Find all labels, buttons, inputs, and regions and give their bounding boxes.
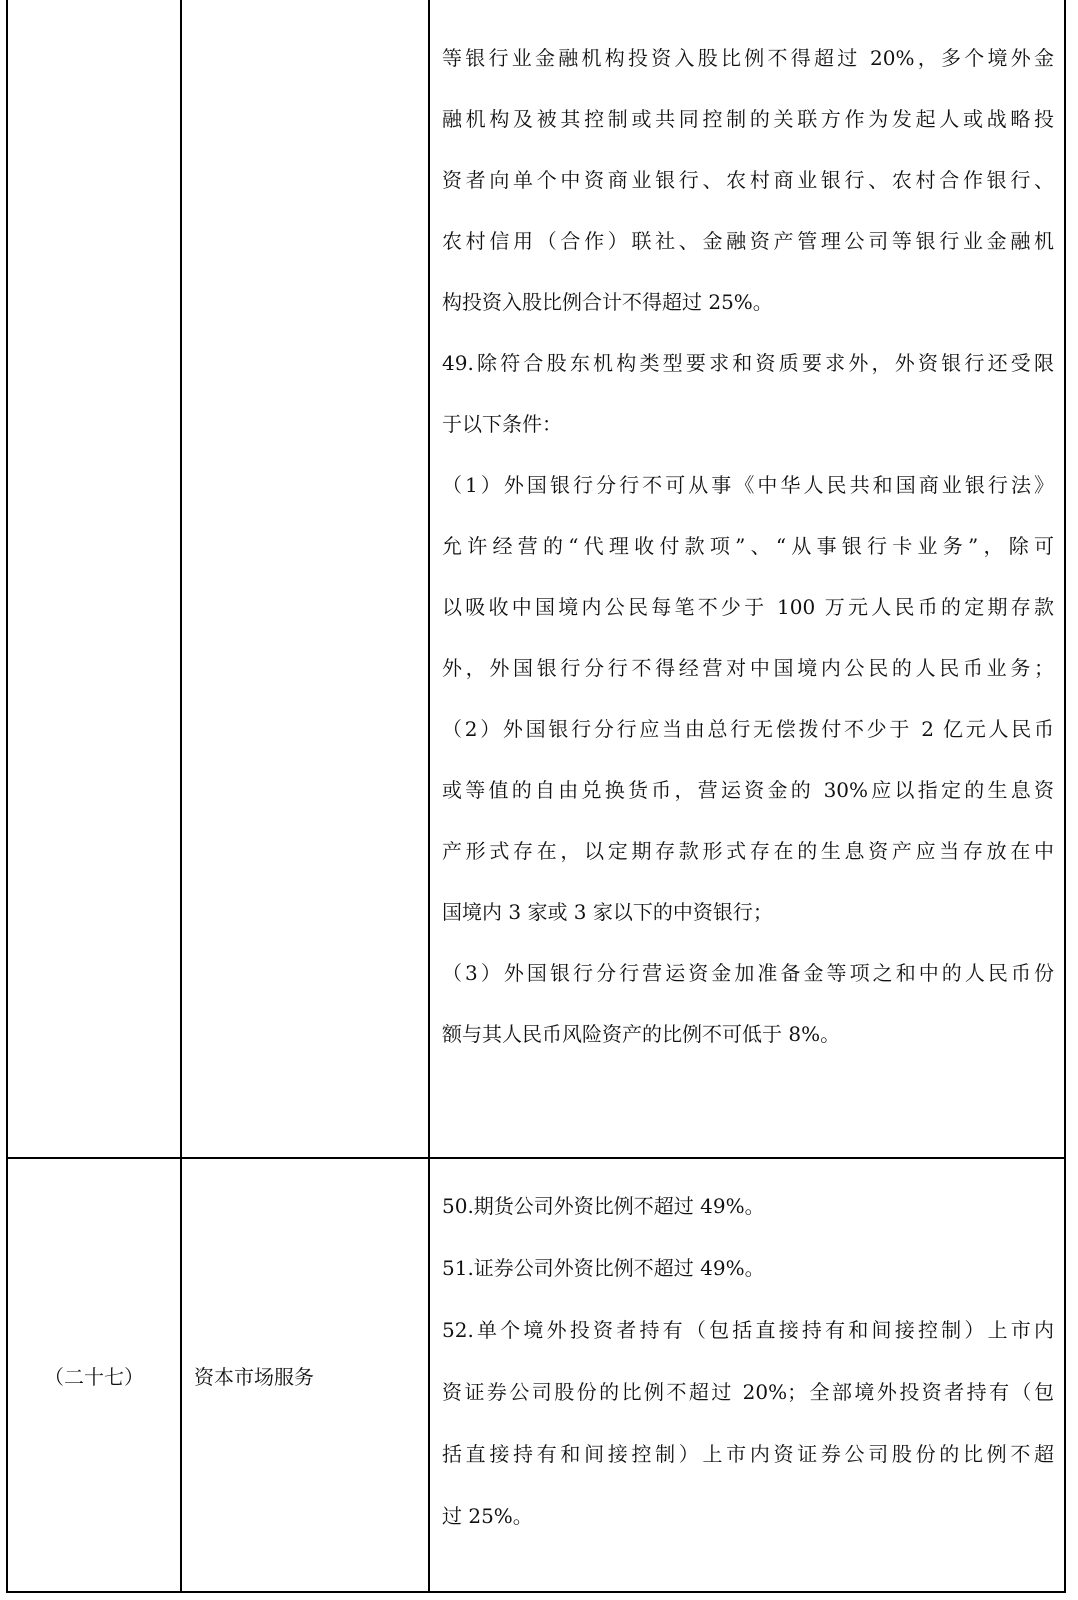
content-line: （1）外国银行分行不可从事《中华人民共和国商业银行法》: [442, 473, 1054, 497]
content-line: 于以下条件：: [442, 412, 562, 436]
content-line: 额与其人民币风险资产的比例不可低于 8%。: [442, 1022, 841, 1046]
category-cell: [181, 0, 429, 1158]
content-line: 产形式存在，以定期存款形式存在的生息资产应当存放在中: [442, 839, 1054, 863]
content-line: 括直接持有和间接控制）上市内资证券公司股份的比例不超: [442, 1442, 1054, 1466]
regulation-table: [6, 0, 1066, 1593]
content-line: 或等值的自由兑换货币，营运资金的 30%应以指定的生息资: [442, 778, 1054, 802]
content-cell: [429, 0, 1065, 1158]
content-line: 51.证券公司外资比例不超过 49%。: [442, 1256, 765, 1280]
table-row: [7, 1158, 1065, 1592]
table-row: [7, 0, 1065, 1158]
content-line: 52.单个境外投资者持有（包括直接持有和间接控制）上市内: [442, 1318, 1054, 1342]
content-line: 允许经营的“代理收付款项”、“从事银行卡业务”，除可: [442, 534, 1054, 558]
category-cell: [181, 1158, 429, 1592]
row-number-cell: [7, 0, 181, 1158]
content-line: 农村信用（合作）联社、金融资产管理公司等银行业金融机: [442, 229, 1054, 253]
row-number: （二十七）: [44, 1364, 144, 1389]
content-line: 49.除符合股东机构类型要求和资质要求外，外资银行还受限: [442, 351, 1054, 375]
content-line: 资证券公司股份的比例不超过 20%；全部境外投资者持有（包: [442, 1380, 1054, 1404]
content-line: （2）外国银行分行应当由总行无偿拨付不少于 2 亿元人民币: [442, 717, 1054, 741]
content-line: 以吸收中国境内公民每笔不少于 100 万元人民币的定期存款: [442, 595, 1054, 619]
content-line: 等银行业金融机构投资入股比例不得超过 20%，多个境外金: [442, 46, 1054, 70]
content-cell: [429, 1158, 1065, 1592]
content-line: 资者向单个中资商业银行、农村商业银行、农村合作银行、: [442, 168, 1054, 192]
content-line: 外，外国银行分行不得经营对中国境内公民的人民币业务；: [442, 656, 1054, 680]
row-number-cell: [7, 1158, 181, 1592]
category-label: 资本市场服务: [194, 1364, 314, 1389]
content-line: 融机构及被其控制或共同控制的关联方作为发起人或战略投: [442, 107, 1054, 131]
content-line: 构投资入股比例合计不得超过 25%。: [442, 290, 773, 314]
content-line: 过 25%。: [442, 1504, 533, 1528]
content-line: 50.期货公司外资比例不超过 49%。: [442, 1194, 765, 1218]
content-line: （3）外国银行分行营运资金加准备金等项之和中的人民币份: [442, 961, 1054, 985]
content-line: 国境内 3 家或 3 家以下的中资银行；: [442, 900, 773, 924]
